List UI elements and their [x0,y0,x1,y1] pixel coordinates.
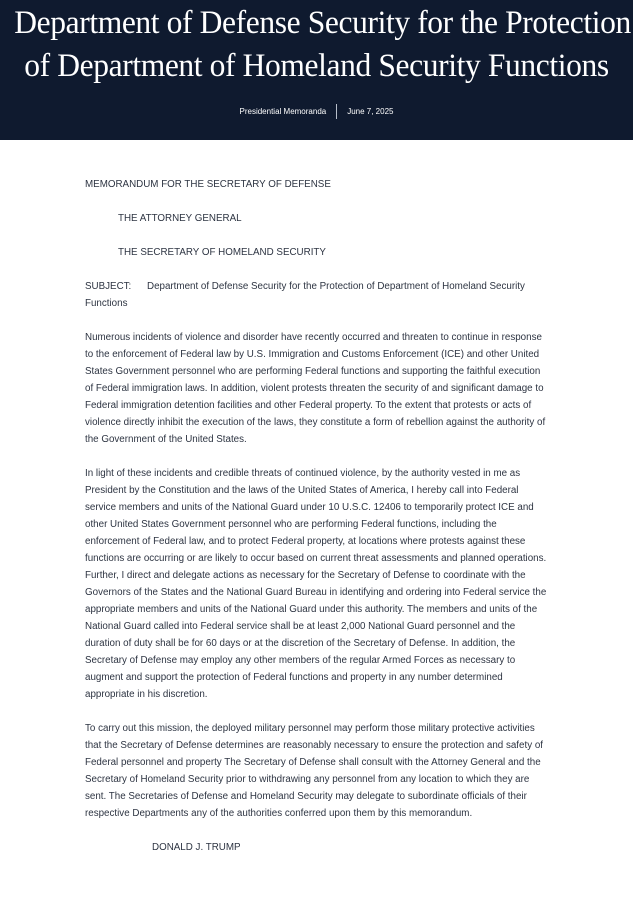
page-title-line-2: of Department of Homeland Security Functions [24,48,609,84]
memo-recipient-line-1: MEMORANDUM FOR THE SECRETARY OF DEFENSE [85,179,331,190]
publish-date: June 7, 2025 [347,106,394,116]
subject-label: SUBJECT: [85,281,132,292]
category-link[interactable]: Presidential Memoranda [239,106,327,116]
page-title [14,2,631,88]
memo-signature: DONALD J. TRUMP [152,842,241,853]
memo-recipient-line-2: THE ATTORNEY GENERAL [118,213,242,224]
meta-divider [336,104,337,119]
page-header [0,0,633,140]
memo-paragraph-3: To carry out this mission, the deployed military personnel may perform those military protective activities that the Secretary of Defense determines are reasonably necessary to ensure the protection and safety of Federal personnel and property The Secretary of Defense shall consult with the Attorney General and the Secretary of Homeland Security prior to withdrawing any personnel from any location to which they are sent. The Secretaries of Defense and Homeland Security may delegate to subordinate officials of their respective Departments any of the authorities conferred upon them by this memorandum. [85,723,543,819]
memorandum-body [85,176,547,856]
article-meta [0,104,633,119]
memo-subject [85,278,547,312]
memo-paragraph-2: In light of these incidents and credible threats of continued violence, by the authority vested in me as President by the Constitution and the laws of the United States of America, I hereby call into Federal service members and units of the National Guard under 10 U.S.C. 12406 to temporarily protect ICE and other United States Government personnel who are performing Federal functions, including the enforcement of Federal law, and to protect Federal property, at locations where protests against these functions are occurring or are likely to occur based on current threat assessments and planned operations. Further, I direct and delegate actions as necessary for the Secretary of Defense to coordinate with the Governors of the States and the National Guard Bureau in identifying and ordering into Federal service the appropriate members and units of the National Guard under this authority. The members and units of the National Guard called into Federal service shall be at least 2,000 National Guard personnel and the duration of duty shall be for 60 days or at the discretion of the Secretary of Defense. In addition, the Secretary of Defense may employ any other members of the regular Armed Forces as necessary to augment and support the protection of Federal functions and property in any number determined appropriate in his discretion. [85,468,547,700]
memo-recipient-line-3: THE SECRETARY OF HOMELAND SECURITY [118,247,326,258]
page-title-line-1: Department of Defense Security for the Protection [14,5,631,41]
subject-text: Department of Defense Security for the Protection of Department of Homeland Security Functions [85,281,525,309]
memo-paragraph-1: Numerous incidents of violence and disorder have recently occurred and threaten to continue in response to the enforcement of Federal law by U.S. Immigration and Customs Enforcement (ICE) and other United States Government personnel who are performing Federal functions and supporting the faithful execution of Federal immigration laws. In addition, violent protests threaten the security of and significant damage to Federal immigration detention facilities and other Federal property. To the extent that protests or acts of violence directly inhibit the execution of the laws, they constitute a form of rebellion against the authority of the Government of the United States. [85,332,546,445]
